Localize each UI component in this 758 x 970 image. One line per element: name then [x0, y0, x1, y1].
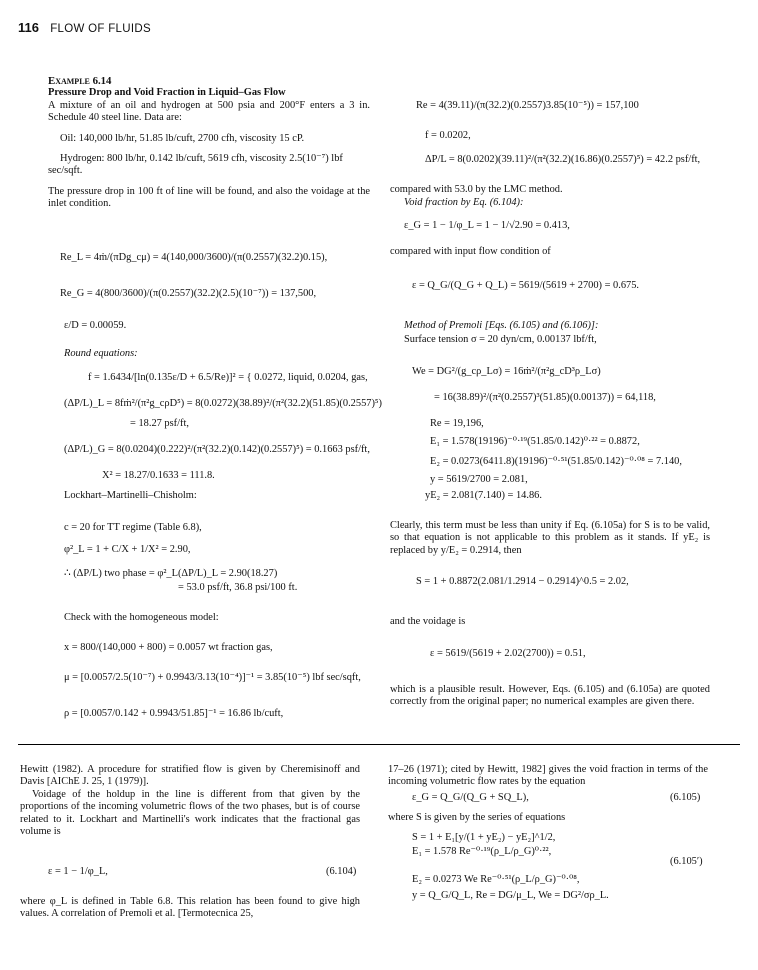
mu-equation: μ = [0.0057/2.5(10⁻⁷) + 0.9943/3.13(10⁻⁴)]⁻¹ = 3.85(10⁻⁵) lbf sec/sqft,	[64, 672, 361, 683]
plausible-text: which is a plausible result. However, Eqs. (6.105) and (6.105a) are quoted correctly from the original paper; no numerical examples are given there.	[390, 684, 710, 708]
c-equation: c = 20 for TT regime (Table 6.8),	[64, 522, 202, 533]
body-left-column	[20, 764, 360, 838]
example-intro: A mixture of an oil and hydrogen at 500 psia and 200°F enters a 3 in. Schedule 40 steel line. Data are:	[48, 99, 370, 124]
example-title: Pressure Drop and Void Fraction in Liquid–Gas Flow	[48, 87, 286, 99]
example-divider	[18, 744, 740, 745]
surface-tension: Surface tension σ = 20 dyn/cm, 0.00137 lbf/ft,	[404, 334, 597, 345]
example-left-column	[48, 75, 370, 211]
dp-liquid-equation: (ΔP/L)_L = 8fṁ²/(π²g_cρD⁵) = 8(0.0272)(38.89)²/(π²(32.2)(51.85)(0.2557)⁵)	[64, 398, 383, 409]
eps2-equation: ε = 5619/(5619 + 2.02(2700)) = 0.51,	[430, 648, 586, 659]
plausible-paragraph	[390, 684, 710, 709]
eq-6105: ε_G = Q_G/(Q_G + SQ_L),	[412, 792, 529, 803]
re-g-equation: Re_G = 4(800/3600)/(π(0.2557)(32.2)(2.5)(10⁻⁷)) = 137,500,	[60, 288, 317, 299]
e1-equation: E₁ = 1.578(19196)⁻⁰·¹⁹(51.85/0.142)⁰·²² = 0.8872,	[430, 436, 640, 447]
example-label: Example 6.14	[48, 75, 112, 87]
voidage-text: and the voidage is	[390, 616, 466, 627]
e2-equation: E₂ = 0.0273(6411.8)(19196)⁻⁰·⁵¹(51.85/0.142)⁻⁰·⁰⁸ = 7.140,	[430, 456, 682, 467]
x-equation: x = 800/(140,000 + 800) = 0.0057 wt fraction gas,	[64, 642, 273, 653]
dp-liquid-result: = 18.27 psf/ft,	[130, 418, 189, 429]
y-series-equation: y = Q_G/Q_L, Re = DG/μ_L, We = DG²/σρ_L.	[412, 890, 609, 901]
eps-d-equation: ε/D = 0.00059.	[64, 320, 127, 331]
rho-equation: ρ = [0.0057/0.142 + 0.9943/51.85]⁻¹ = 16.86 lb/cuft,	[64, 708, 284, 719]
running-title: FLOW OF FLUIDS	[50, 23, 151, 35]
dp-gas-equation: (ΔP/L)_G = 8(0.0204)(0.222)²/(π²(32.2)(0.142)(0.2557)⁵) = 0.1663 psf/ft,	[64, 444, 370, 455]
f-value: f = 0.0202,	[425, 130, 471, 141]
eq-6104-number: (6.104)	[326, 866, 357, 877]
we-equation: We = DG²/(g_cρ_Lσ) = 16ṁ²/(π²g_cD³ρ_Lσ)	[412, 366, 601, 377]
eps-equation: ε = Q_G/(Q_G + Q_L) = 5619/(5619 + 2700) = 0.675.	[412, 280, 640, 291]
compared-input-text: compared with input flow condition of	[390, 246, 551, 257]
two-phase-result: = 53.0 psf/ft, 36.8 psi/100 ft.	[178, 582, 298, 593]
e2-series-equation: E₂ = 0.0273 We Re⁻⁰·⁵¹(ρ_L/ρ_G)⁻⁰·⁰⁸,	[412, 874, 580, 885]
friction-equation: f = 1.6434/[ln(0.135ε/D + 6.5/Re)]² = { 0.0272, liquid, 0.0204, gas,	[88, 372, 368, 383]
page-number: 116	[18, 20, 39, 35]
clearly-text: Clearly, this term must be less than unity if Eq. (6.105a) for S is to be valid, so that equation is not applicable to this problem as it stands. If yE₂ is replaced by y/E₂ = 0.2914, then	[390, 520, 710, 556]
running-header	[18, 20, 151, 36]
premoli-label: Method of Premoli [Eqs. (6.105) and (6.106)]:	[404, 320, 599, 331]
left-paragraph-2: Voidage of the holdup in the line is different from that given by the proportions of the incoming volumetric flows of the two phases, but is of course related to it. Lockhart and Martinelli's work indicates that the fractional gas volume is	[20, 788, 360, 838]
phi-equation: φ²_L = 1 + C/X + 1/X² = 2.90,	[64, 544, 191, 555]
re-equation: Re = 4(39.11)/(π(32.2)(0.2557)3.85(10⁻⁵)) = 157,100	[416, 100, 639, 111]
round-equations-label: Round equations:	[64, 348, 138, 359]
s-series-equation: S = 1 + E₁[y/(1 + yE₂) − yE₂]^1/2,	[412, 832, 556, 843]
homogeneous-text: Check with the homogeneous model:	[64, 612, 219, 623]
re-l-equation: Re_L = 4ṁ/(πDg_cμ) = 4(140,000/3600)/(π(0.2557)(32.2)0.15),	[60, 252, 328, 263]
x2-equation: X² = 18.27/0.1633 = 111.8.	[102, 470, 215, 481]
body-left-column-end	[20, 896, 360, 921]
two-phase-equation: ∴ (ΔP/L) two phase = φ²_L(ΔP/L)_L = 2.90(18.27)	[64, 568, 278, 579]
clearly-paragraph	[390, 520, 710, 557]
hydrogen-data: Hydrogen: 800 lb/hr, 0.142 lb/cuft, 5619 cfh, viscosity 2.5(10⁻⁷) lbf sec/sqft.	[48, 153, 343, 177]
left-paragraph-3: where φ_L is defined in Table 6.8. This relation has been found to give high values. A correlation of Premoli et al. [Termotecnica 25,	[20, 896, 360, 920]
right-paragraph-1: 17–26 (1971); cited by Hewitt, 1982] gives the void fraction in terms of the incoming volumetric flow rates by the equation	[388, 764, 708, 788]
eq-6105-number: (6.105)	[670, 792, 701, 803]
lmc-label: Lockhart–Martinelli–Chisholm:	[64, 490, 197, 501]
compared-text: compared with 53.0 by the LMC method.	[390, 184, 563, 195]
right-paragraph-2: where S is given by the series of equations	[388, 812, 566, 823]
ye2-equation: yE₂ = 2.081(7.140) = 14.86.	[425, 490, 542, 501]
homogeneous-label	[64, 612, 219, 624]
void-fraction-label: Void fraction by Eq. (6.104):	[404, 197, 524, 208]
task-text: The pressure drop in 100 ft of line will be found, and also the voidage at the inlet condition.	[48, 185, 370, 210]
eq-6105p-number: (6.105′)	[670, 856, 703, 867]
eq-6104: ε = 1 − 1/φ_L,	[48, 866, 108, 877]
left-paragraph-1: Hewitt (1982). A procedure for stratified flow is given by Cheremisinoff and Davis [AIChE J. 25, 1 (1979)].	[20, 764, 360, 788]
we-result: = 16(38.89)²/(π²(0.2557)³(51.85)(0.00137)) = 64,118,	[434, 392, 656, 403]
oil-data: Oil: 140,000 lb/hr, 51.85 lb/cuft, 2700 cfh, viscosity 15 cP.	[60, 132, 305, 144]
body-right-column	[388, 764, 708, 789]
y-equation: y = 5619/2700 = 2.081,	[430, 474, 528, 485]
re-value: Re = 19,196,	[430, 418, 484, 429]
eg-equation: ε_G = 1 − 1/φ_L = 1 − 1/√2.90 = 0.413,	[404, 220, 570, 231]
s-equation: S = 1 + 0.8872(2.081/1.2914 − 0.2914)^0.5 = 2.02,	[416, 576, 629, 587]
dp-homogeneous-equation: ΔP/L = 8(0.0202)(39.11)²/(π²(32.2)(16.86)(0.2557)⁵) = 42.2 psf/ft,	[425, 154, 701, 165]
e1-series-equation: E₁ = 1.578 Re⁻⁰·¹⁹(ρ_L/ρ_G)⁰·²²,	[412, 846, 552, 857]
